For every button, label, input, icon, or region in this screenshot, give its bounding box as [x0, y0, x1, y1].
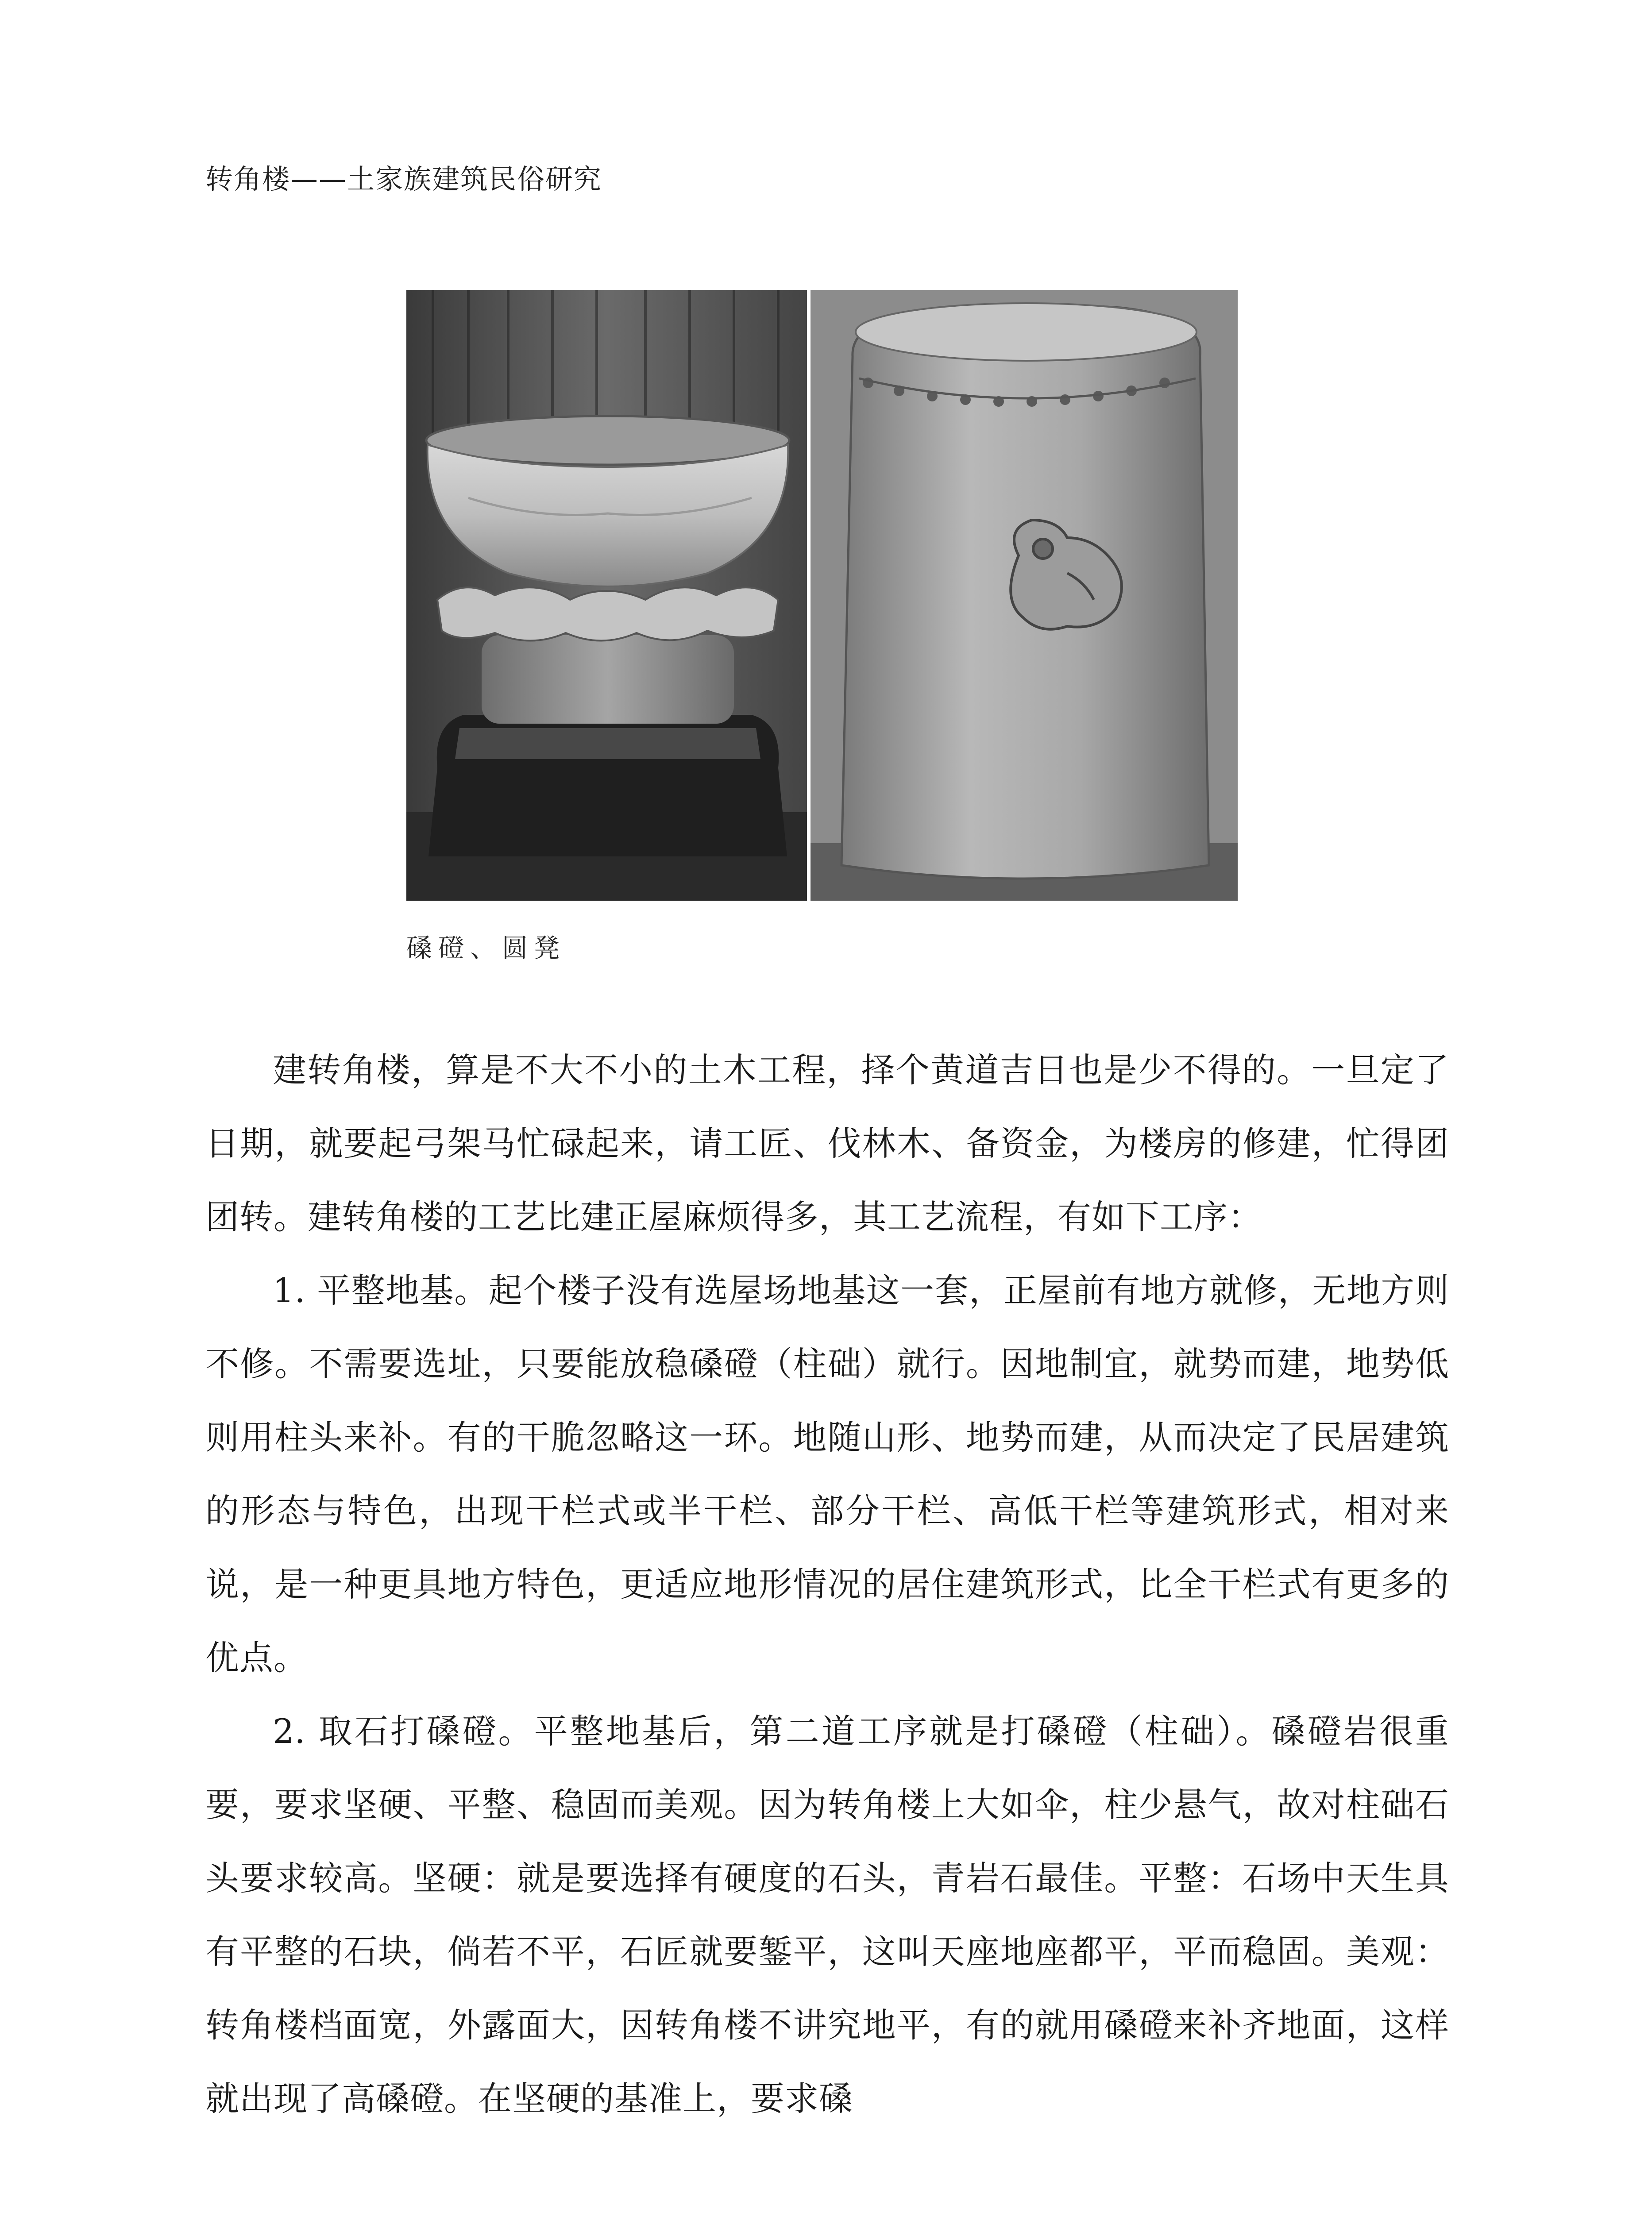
- photo-round-stool: [811, 290, 1238, 901]
- figure-caption: 磉磴、圆凳: [406, 933, 566, 963]
- round-stool-illustration: [811, 290, 1238, 901]
- stone-base-illustration: [406, 290, 807, 901]
- paragraph-intro: 建转角楼，算是不大不小的土木工程，择个黄道吉日也是少不得的。一旦定了日期，就要起弓架马忙碌起来，请工匠、伐林木、备资金，为楼房的修建，忙得团团转。建转角楼的工艺比建正屋麻烦得多，其工艺流程，有如下工序：: [205, 1050, 1449, 1237]
- paragraph-step-2: 2. 取石打磉磴。平整地基后，第二道工序就是打磉磴（柱础）。磉磴岩很重要，要求坚硬、平整、稳固而美观。因为转角楼上大如伞，柱少悬气，故对柱础石头要求较高。坚硬：就是要选择有硬度的石头，青岩石最佳。平整：石场中天生具有平整的石块，倘若不平，石匠就要錾平，这叫天座地座都平，平而稳固。美观：转角楼档面宽，外露面大，因转角楼不讲究地平，有的就用磉磴来补齐地面，这样就出现了高磉磴。在坚硬的基准上，要求磉: [205, 1712, 1449, 2118]
- running-header: 转角楼——土家族建筑民俗研究: [205, 163, 602, 195]
- paragraph-step-1: 1. 平整地基。起个楼子没有选屋场地基这一套，正屋前有地方就修，无地方则不修。不需要选址，只要能放稳磉磴（柱础）就行。因地制宜，就势而建，地势低则用柱头来补。有的干脆忽略这一环。地随山形、地势而建，从而决定了民居建筑的形态与特色，出现干栏式或半干栏、部分干栏、高低干栏等建筑形式，相对来说，是一种更具地方特色，更适应地形情况的居住建筑形式，比全干栏式有更多的优点。: [205, 1271, 1449, 1677]
- figure: [406, 290, 1238, 901]
- body-text: [205, 1033, 1449, 2136]
- photo-stone-base: [406, 290, 807, 901]
